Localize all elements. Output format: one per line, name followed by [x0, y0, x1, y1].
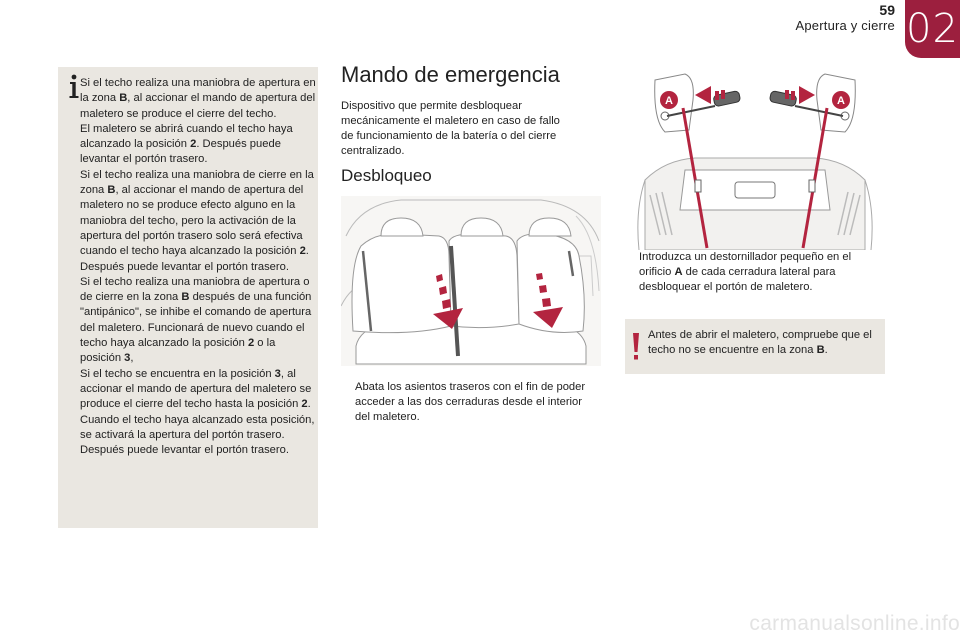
text-run: o la posición [80, 337, 276, 365]
info-icon [67, 74, 81, 100]
text-run: El maletero se abrirá cuando el techo haya alcanzado la posición [80, 122, 293, 151]
text-run: Si el techo realiza una maniobra de cierre en la zona [80, 168, 314, 197]
exclamation-icon [631, 333, 641, 361]
warning-text [648, 328, 878, 357]
rear-seat-illustration [341, 196, 601, 366]
text-run: , al accionar el mando de apertura del maletero no se produce efecto alguno en la maniobra del techo, pero la activación de la apertura del portón trasero solo será efectiva cuando el techo haya alcanzado la posición [80, 184, 304, 258]
bold-reference: 2 [247, 337, 255, 350]
info-paragraph [80, 122, 316, 168]
text-run: Si el techo realiza una maniobra de apertura o de cierre en la zona [80, 275, 310, 304]
text-run: Si el techo realiza una maniobra de apertura en la zona [80, 77, 316, 105]
text-run: Cuando el techo haya alcanzado esta posición, se activará la apertura del portón trasero. [80, 413, 315, 441]
watermark: carmanualsonline.info [749, 612, 960, 635]
bold-reference: B [107, 184, 116, 197]
bold-reference: B [119, 92, 128, 105]
info-paragraph [80, 168, 316, 260]
info-paragraph [80, 413, 316, 444]
text-run: Después puede levantar el portón trasero. [80, 444, 289, 457]
text-run: . [305, 245, 309, 258]
text-run: . [307, 398, 311, 411]
step-screwdriver [625, 250, 875, 295]
step-fold-seats [341, 380, 601, 425]
bold-reference: 2 [299, 245, 306, 258]
subsection-title: Desbloqueo [341, 166, 432, 185]
text-run: . [824, 343, 828, 356]
text-run: , [130, 352, 134, 365]
label-a-right: A [837, 95, 845, 107]
bold-reference: B [181, 291, 190, 304]
bold-reference: B [816, 343, 825, 356]
chapter-title: Apertura y cierre [795, 18, 895, 33]
info-paragraph [80, 443, 316, 458]
text-run: después de una función "antipánico", se inhibe el comando de apertura del maletero. Funcionará de nuevo cuando el techo haya alcanzado la posición [80, 291, 312, 350]
text-run: , al accionar el mando de apertura del maletero se produce el cierre del techo. [80, 92, 316, 120]
bold-reference: A [674, 266, 683, 278]
section-intro: Dispositivo que permite desbloquear mecánicamente el maletero en caso de fallo de funcionamiento de la batería o del cierre centralizado. [341, 100, 560, 157]
bold-reference: 2 [190, 138, 197, 151]
bold-reference: 3 [274, 367, 281, 380]
bold-reference: 3 [124, 352, 131, 365]
text-run: Antes de abrir el maletero, compruebe que el techo no se encuentre en la zona [648, 329, 872, 356]
text-run: . Después puede levantar el portón trasero. [80, 138, 281, 166]
info-paragraph [80, 275, 316, 367]
step-screwdriver-text [639, 250, 869, 295]
text-run: de cada cerradura lateral para desbloquear el portón de maletero. [639, 266, 836, 293]
info-paragraph [80, 367, 316, 413]
step-fold-seats-text: Abata los asientos traseros con el fin de poder acceder a las dos cerraduras desde el interior del maletero. [355, 381, 586, 423]
text-run: Después puede levantar el portón trasero. [80, 260, 289, 273]
label-a-left: A [665, 95, 673, 107]
info-text [80, 76, 316, 458]
chapter-badge: 02 [905, 0, 960, 58]
text-run: , al accionar el mando de apertura del maletero se produce el cierre del techo hasta la posición [80, 367, 312, 411]
info-paragraph [80, 76, 316, 122]
text-run: Introduzca un destornillador pequeño en el orificio [639, 251, 852, 278]
page-number: 59 [879, 2, 895, 18]
section-title: Mando de emergencia [341, 62, 560, 87]
info-paragraph [80, 260, 316, 275]
bold-reference: 2 [301, 398, 308, 411]
text-run: Si el techo se encuentra en la posición [80, 367, 275, 380]
tailgate-illustration [625, 60, 885, 250]
